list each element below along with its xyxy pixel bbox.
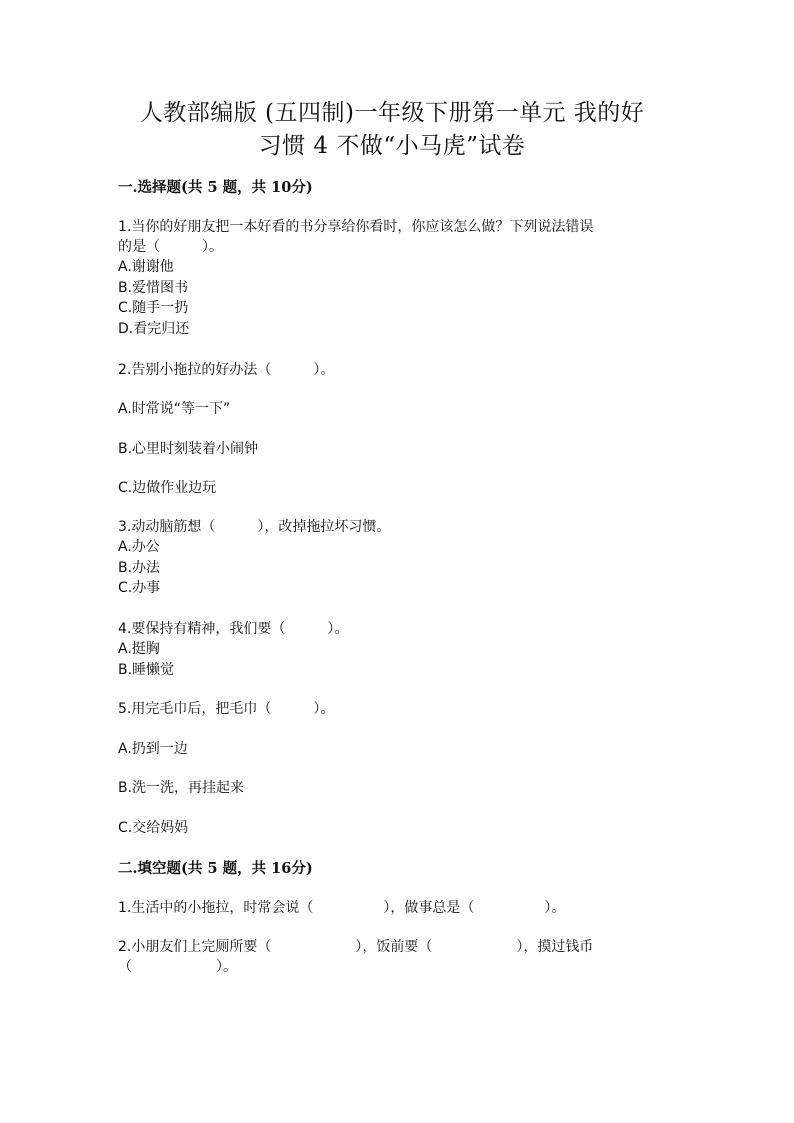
fill-question-2 xyxy=(118,937,666,977)
question-2-option-c: C.边做作业边玩 xyxy=(118,480,217,496)
question-4-option-a: A.挺胸 xyxy=(118,641,160,657)
question-3-option-c: C.办事 xyxy=(118,580,161,596)
title-line-1: 人教部编版 (五四制)一年级下册第一单元 我的好 xyxy=(139,100,645,126)
question-1-stem-line-2: 的是（ ）。 xyxy=(118,239,223,255)
question-5-option-a: A.扔到一边 xyxy=(118,741,188,757)
title-line-2: 习惯 4 不做“小马虎”试卷 xyxy=(258,133,526,159)
question-3-stem: 3.动动脑筋想（ ），改掉拖拉坏习惯。 xyxy=(118,519,391,535)
question-2-option-c-row xyxy=(118,478,666,499)
exam-title xyxy=(118,0,666,163)
question-3-option-b: B.办法 xyxy=(118,559,161,576)
question-1-option-b: B.爱惜图书 xyxy=(118,279,189,296)
question-5-option-c-row xyxy=(118,818,666,839)
question-1-option-a: A.谢谢他 xyxy=(118,259,174,275)
fill-question-1-stem: 1.生活中的小拖拉，时常会说（ ），做事总是（ ）。 xyxy=(118,900,566,916)
question-5-option-b: B.洗一洗，再挂起来 xyxy=(118,780,245,796)
question-5-stem: 5.用完毛巾后，把毛巾（ ）。 xyxy=(118,701,335,717)
question-2-option-a-row xyxy=(118,399,666,420)
question-1 xyxy=(118,217,666,339)
question-2-option-a: A.时常说“等一下” xyxy=(118,401,231,417)
section-2-heading-block xyxy=(118,859,666,879)
question-1-option-d: D.看完归还 xyxy=(118,320,190,337)
section-1-heading: 一.选择题(共 5 题，共 10分) xyxy=(118,179,313,196)
question-3 xyxy=(118,517,666,599)
question-5-option-a-row xyxy=(118,739,666,760)
question-4 xyxy=(118,619,666,680)
question-2 xyxy=(118,360,666,380)
section-2-heading: 二.填空题(共 5 题，共 16分) xyxy=(118,860,313,877)
question-1-stem-line-1: 1.当你的好朋友把一本好看的书分享给你看时，你应该怎么做？下列说法错误 xyxy=(118,219,594,235)
section-1-heading-block xyxy=(118,178,666,198)
question-5-option-b-row xyxy=(118,778,666,799)
question-2-stem: 2.告别小拖拉的好办法（ ）。 xyxy=(118,362,335,378)
question-3-option-a: A.办公 xyxy=(118,539,160,555)
question-4-option-b: B.睡懒觉 xyxy=(118,661,175,678)
question-5 xyxy=(118,699,666,719)
fill-question-1 xyxy=(118,898,666,918)
question-1-option-c: C.随手一扔 xyxy=(118,300,189,316)
question-2-option-b: B.心里时刻装着小闹钟 xyxy=(118,441,259,457)
fill-question-2-stem-line-2: （ ）。 xyxy=(118,959,237,975)
question-2-option-b-row xyxy=(118,439,666,460)
fill-question-2-stem-line-1: 2.小朋友们上完厕所要（ ），饭前要（ ），摸过钱币 xyxy=(118,939,594,955)
question-5-option-c: C.交给妈妈 xyxy=(118,820,189,836)
question-4-stem: 4.要保持有精神，我们要（ ）。 xyxy=(118,621,349,637)
